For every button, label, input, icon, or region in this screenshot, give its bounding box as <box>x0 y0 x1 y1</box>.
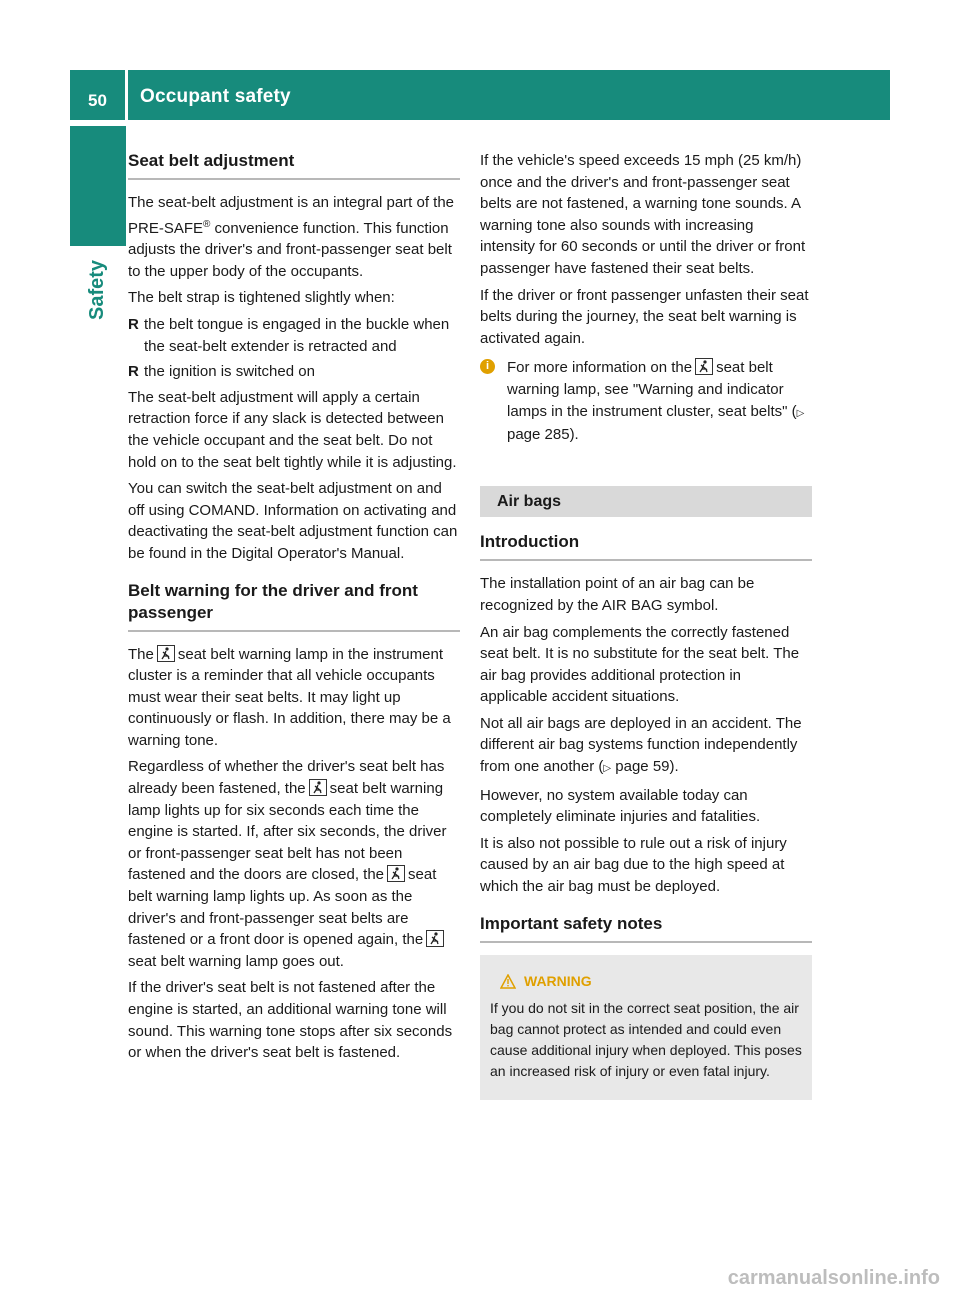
page-number: 50 <box>88 91 107 110</box>
page-ref-arrow-icon: ▷ <box>603 763 612 775</box>
paragraph: The installation point of an air bag can be recognized by the AIR BAG symbol. <box>480 575 755 614</box>
warning-triangle-icon <box>500 974 516 989</box>
header-divider <box>125 70 128 120</box>
warning-header <box>490 971 802 992</box>
list-item: R the belt tongue is engaged in the buckle when the seat-belt extender is retracted and <box>128 315 450 355</box>
right-column <box>480 150 812 1100</box>
warning-title: WARNING <box>524 972 592 989</box>
paragraph: The seat-belt adjustment will apply a certain retraction force if any slack is detected between the vehicle occupant and the seat belt. Do not hold on to the seat belt tightly while it is adjusting. <box>128 388 457 471</box>
side-tab-label: Safety <box>86 259 108 320</box>
registered-mark: ® <box>203 218 211 230</box>
paragraph: The seat belt warning lamp in the instrument cluster is a reminder that all vehicle occupants must wear their seat belts. It may light up continuously or flash. In addition, there may be a warning tone. <box>128 645 451 749</box>
bullet-mark: R <box>128 315 139 333</box>
seatbelt-warning-icon <box>387 865 405 882</box>
paragraph: The belt strap is tightened slightly when: <box>128 289 395 307</box>
seatbelt-warning-icon <box>426 930 444 947</box>
bullet-list <box>128 314 460 383</box>
heading-important-safety-notes: Important safety notes <box>480 913 812 943</box>
page-title: Occupant safety <box>140 86 291 107</box>
warning-text: If you do not sit in the correct seat position, the air bag cannot protect as intended and could even cause additional injury when deployed. This poses an increased risk of injury or even fatal injury. <box>490 999 802 1079</box>
paragraph: However, no system available today can completely eliminate injuries and fatalities. <box>480 786 761 826</box>
heading-belt-warning: Belt warning for the driver and front passenger <box>128 580 460 632</box>
paragraph: You can switch the seat-belt adjustment on and off using COMAND. Information on activating and deactivating the seat-belt adjustment function can be found in the Digital Operator's Manual. <box>128 480 458 562</box>
watermark: carmanualsonline.info <box>727 1267 940 1289</box>
seatbelt-warning-icon <box>695 358 713 375</box>
page-ref-arrow-icon: ▷ <box>796 407 805 419</box>
paragraph: Not all air bags are deployed in an accident. The different air bag systems function independently from one another (▷ page 59). <box>480 714 802 776</box>
paragraph: It is also not possible to rule out a risk of injury caused by an air bag due to the high speed at which the air bag must be deployed. <box>480 834 787 896</box>
paragraph: An air bag complements the correctly fastened seat belt. It is no substitute for the seat belt. The air bag provides additional protection in applicable accident situations. <box>480 623 800 706</box>
list-item: R the ignition is switched on <box>128 361 460 383</box>
paragraph: If the driver or front passenger unfasten their seat belts during the journey, the seat belt warning is activated again. <box>480 286 809 347</box>
left-column <box>128 150 460 1069</box>
info-icon: i <box>480 359 495 374</box>
paragraph: Regardless of whether the driver's seat belt has already been fastened, the seat belt warning lamp lights up for six seconds each time the engine is started. If, after six seconds, the driver or front-passenger seat belt has not been fastened and the doors are closed, the seat belt warning lamp lights up. As soon as the driver's and front-passenger seat belts are fastened or a front door is opened again, the seat belt warning lamp goes out. <box>128 758 447 970</box>
bullet-mark: R <box>128 363 139 381</box>
section-air-bags: Air bags <box>480 486 812 518</box>
page-ref-link[interactable]: page 285). <box>507 426 579 444</box>
seatbelt-warning-icon <box>157 645 175 662</box>
paragraph: If the vehicle's speed exceeds 15 mph (25 km/h) once and the driver's and front-passenger seat belts are not fastened, a warning tone sounds. A warning tone also sounds with increasing intensity for 60 seconds or until the driver or front passenger have fastened their seat belts. <box>480 152 806 277</box>
heading-introduction: Introduction <box>480 531 812 561</box>
warning-box <box>480 955 812 1100</box>
side-tab-block <box>70 126 126 246</box>
seatbelt-warning-icon <box>309 779 327 796</box>
paragraph: If the driver's seat belt is not fastened after the engine is started, an additional warning tone will sound. This warning tone stops after six seconds or when the driver's seat belt is fastened. <box>128 979 453 1062</box>
heading-seat-belt-adjustment: Seat belt adjustment <box>128 150 460 180</box>
paragraph: The seat-belt adjustment is an integral part of the PRE-SAFE® convenience function. This function adjusts the driver's and front-passenger seat belt to the upper body of the occupants. <box>128 194 455 280</box>
info-note: i For more information on the seat belt warning lamp, see "Warning and indicator lamps in the instrument cluster, seat belts" (▷ page 285). <box>480 357 812 445</box>
page-ref-link[interactable]: page 59). <box>611 758 679 776</box>
